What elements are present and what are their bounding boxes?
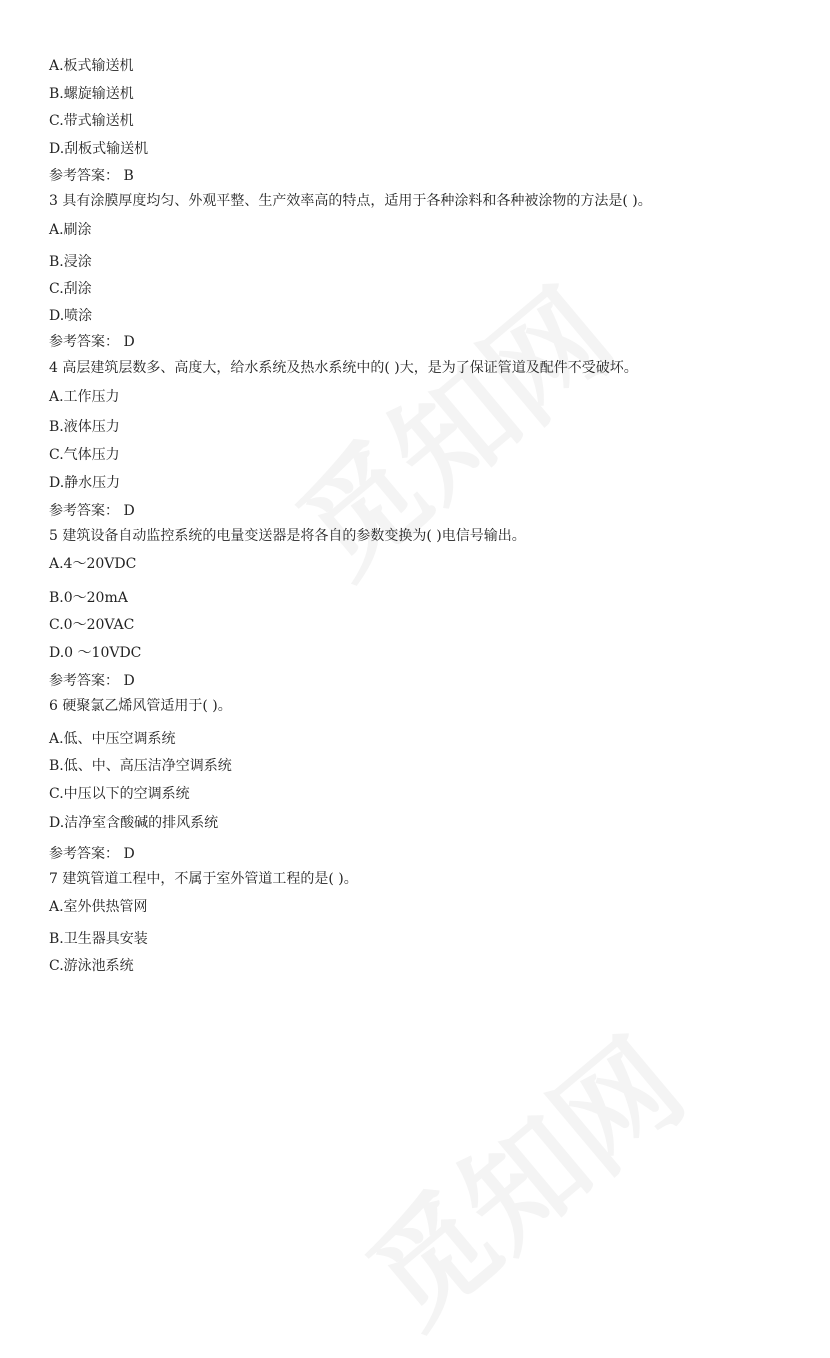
option-c: C.气体压力: [49, 447, 120, 463]
option-d: D.静水压力: [49, 475, 121, 491]
option-b: B.液体压力: [49, 419, 120, 435]
watermark-bottom: [327, 994, 713, 1357]
watermark: [257, 244, 643, 607]
option-a: A.工作压力: [49, 389, 120, 405]
option-c: C.游泳池系统: [49, 958, 134, 974]
answer: 参考答案： D: [49, 503, 135, 519]
option-b: B.卫生器具安装: [49, 931, 148, 947]
question-4: 4 高层建筑层数多、高度大，给水系统及热水系统中的( )大，是为了保证管道及配件不受破坏。: [49, 360, 638, 376]
question-7: 7 建筑管道工程中，不属于室外管道工程的是( )。: [49, 871, 358, 887]
option-c: C.刮涂: [49, 281, 92, 297]
answer: 参考答案： B: [49, 168, 134, 184]
answer: 参考答案： D: [49, 334, 135, 350]
option-c: C.中压以下的空调系统: [49, 786, 190, 802]
option-b: B.浸涂: [49, 254, 92, 270]
option-c: C.带式输送机: [49, 113, 134, 129]
option-a: A.室外供热管网: [49, 899, 148, 915]
option-d: D.0 ～10VDC: [49, 645, 142, 661]
option-a: A.4～20VDC: [49, 556, 137, 572]
option-d: D.洁净室含酸碱的排风系统: [49, 815, 219, 831]
option-a: A.低、中压空调系统: [49, 731, 176, 747]
option-b: B.螺旋输送机: [49, 86, 134, 102]
option-b: B.0～20mA: [49, 590, 128, 606]
question-3: 3 具有涂膜厚度均匀、外观平整、生产效率高的特点，适用于各种涂料和各种被涂物的方法是( )。: [49, 193, 652, 209]
question-6: 6 硬聚氯乙烯风管适用于( )。: [49, 698, 232, 714]
option-a: A.刷涂: [49, 222, 92, 238]
option-d: D.刮板式输送机: [49, 141, 149, 157]
option-d: D.喷涂: [49, 308, 93, 324]
option-c: C.0～20VAC: [49, 617, 135, 633]
answer: 参考答案： D: [49, 846, 135, 862]
option-a: A.板式输送机: [49, 58, 134, 74]
option-b: B.低、中、高压洁净空调系统: [49, 758, 232, 774]
question-5: 5 建筑设备自动监控系统的电量变送器是将各自的参数变换为( )电信号输出。: [49, 528, 526, 544]
answer: 参考答案： D: [49, 673, 135, 689]
